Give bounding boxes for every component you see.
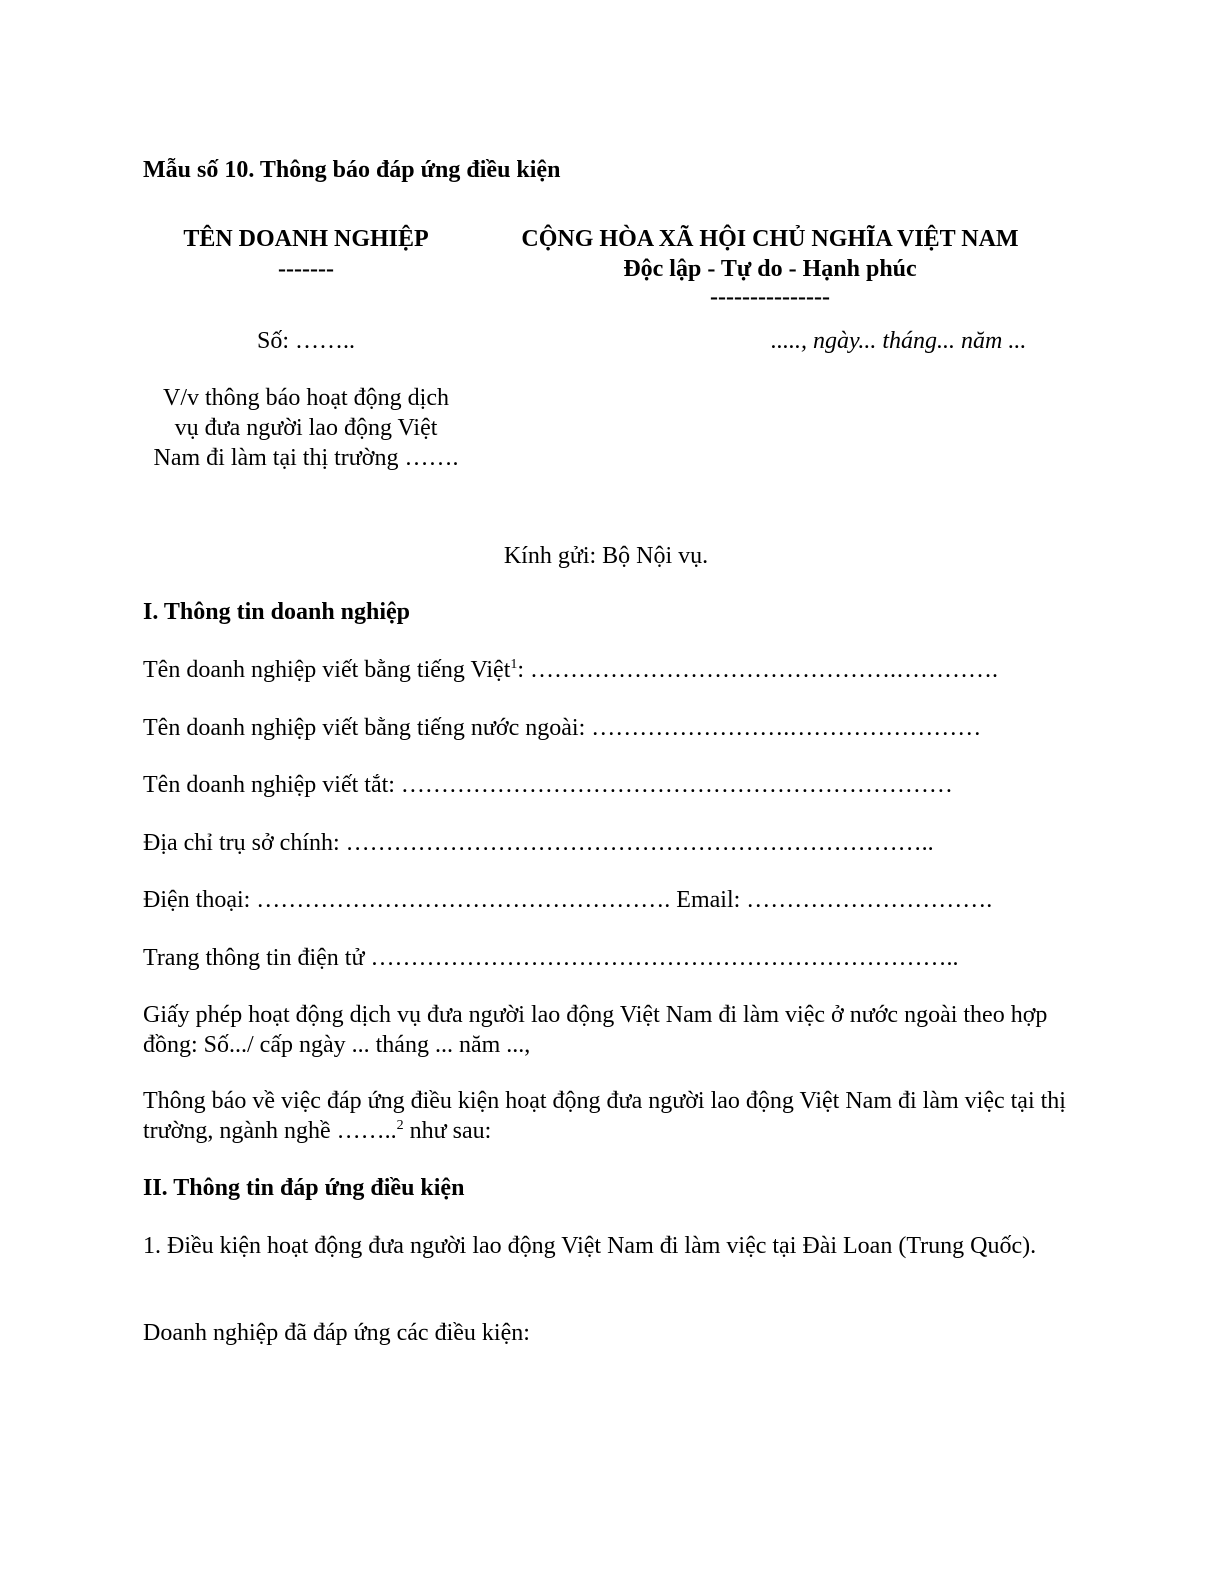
subject-line-2: vụ đưa người lao động Việt xyxy=(174,415,438,441)
field-website: Trang thông tin điện tử ……………………………………………………………….. xyxy=(143,945,959,971)
condition-item-1: 1. Điều kiện hoạt động đưa người lao động Việt Nam đi làm việc tại Đài Loan (Trung Quốc). xyxy=(143,1233,1037,1259)
motto: Độc lập - Tự do - Hạnh phúc xyxy=(623,256,917,282)
form-title: Mẫu số 10. Thông báo đáp ứng điều kiện xyxy=(143,157,561,183)
company-block xyxy=(150,224,462,284)
company-name-heading: TÊN DOANH NGHIỆP xyxy=(183,226,429,252)
date-line: ....., ngày... tháng... năm ... xyxy=(771,328,1027,354)
footnote-ref-1: 1 xyxy=(510,657,518,672)
field-name-vietnamese-label: Tên doanh nghiệp viết bằng tiếng Việt xyxy=(143,657,511,683)
motto-divider: --------------- xyxy=(710,284,830,310)
license-paragraph: Giấy phép hoạt động dịch vụ đưa người lao động Việt Nam đi làm việc ở nước ngoài theo hợp đồng: Số.../ cấp ngày ... tháng ... năm ..., xyxy=(143,1002,1048,1058)
subject-block xyxy=(130,383,482,473)
conditions-met-line: Doanh nghiệp đã đáp ứng các điều kiện: xyxy=(143,1320,530,1346)
field-address: Địa chỉ trụ sở chính: ……………………………………………………………….. xyxy=(143,830,934,856)
notice-paragraph xyxy=(143,1086,1078,1146)
section2-heading: II. Thông tin đáp ứng điều kiện xyxy=(143,1175,465,1201)
nation-heading: CỘNG HÒA XÃ HỘI CHỦ NGHĨA VIỆT NAM xyxy=(521,226,1019,252)
recipient: Kính gửi: Bộ Nội vụ. xyxy=(503,543,709,569)
field-name-short: Tên doanh nghiệp viết tắt: …………………………………………………………… xyxy=(143,772,953,798)
field-name-foreign: Tên doanh nghiệp viết bằng tiếng nước ngoài: …………………….…………………… xyxy=(143,715,982,741)
subject-line-3: Nam đi làm tại thị trường ……. xyxy=(153,445,459,471)
nation-block xyxy=(490,224,1050,312)
company-divider: ------- xyxy=(278,256,334,282)
field-name-vietnamese-dots: : ……………………………………….…………. xyxy=(517,657,999,683)
field-phone-email: Điện thoại: ……………………………………………. Email: …………………………. xyxy=(143,887,993,913)
section1-heading: I. Thông tin doanh nghiệp xyxy=(143,599,411,625)
subject-line-1: V/v thông báo hoạt động dịch xyxy=(163,385,449,411)
notice-text: Thông báo về việc đáp ứng điều kiện hoạt động đưa người lao động Việt Nam đi làm việc tại thị trường, ngành nghề …….. xyxy=(143,1088,1066,1144)
footnote-ref-2: 2 xyxy=(396,1118,404,1133)
notice-tail: như sau: xyxy=(403,1118,492,1144)
field-name-vietnamese xyxy=(143,655,998,685)
document-number: Số: …….. xyxy=(256,328,355,354)
